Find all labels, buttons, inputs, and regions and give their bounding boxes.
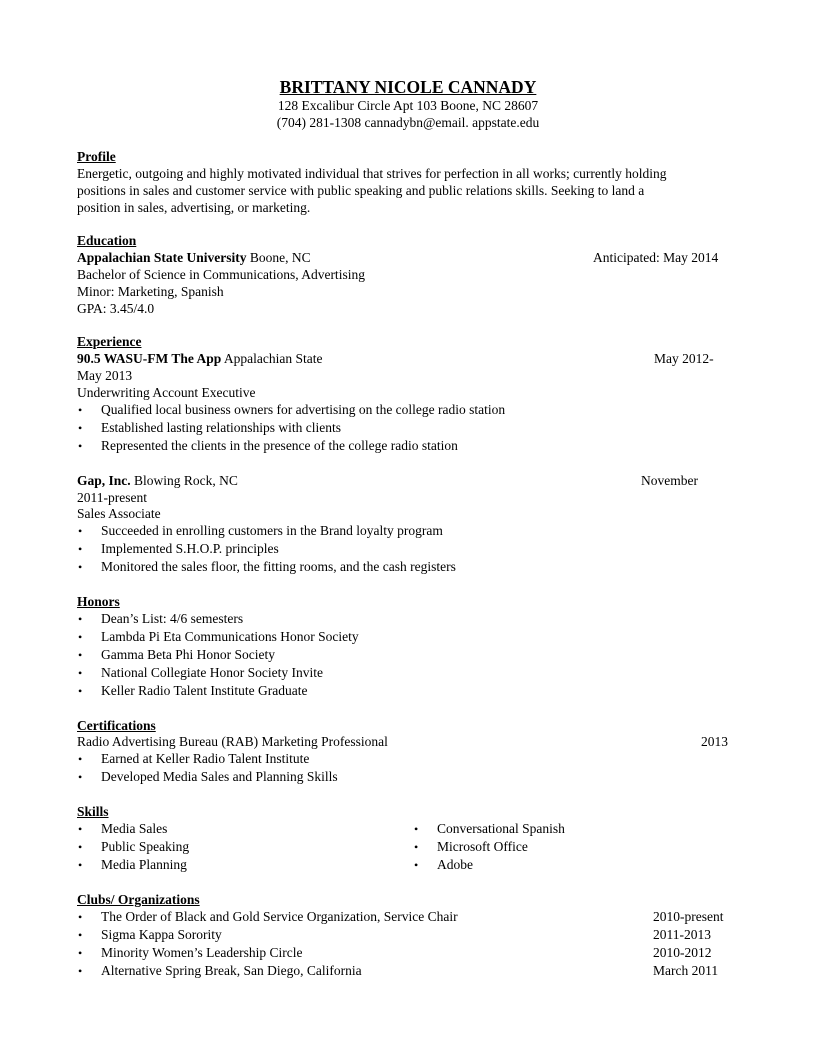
bullet-icon: • <box>78 524 83 538</box>
list-item: • Gamma Beta Phi Honor Society <box>78 647 275 662</box>
list-item: • Media Planning <box>78 857 187 872</box>
bullet-icon: • <box>78 612 83 626</box>
club-date: 2010-2012 <box>653 945 712 960</box>
list-item: • Sigma Kappa Sorority <box>78 927 222 942</box>
list-item: • Lambda Pi Eta Communications Honor Society <box>78 629 359 644</box>
list-item: • National Collegiate Honor Society Invite <box>78 665 323 680</box>
bullet-icon: • <box>78 648 83 662</box>
list-item: • Earned at Keller Radio Talent Institute <box>78 751 310 766</box>
gpa-line: GPA: 3.45/4.0 <box>77 301 155 316</box>
school-name: Appalachian State University <box>77 250 247 265</box>
bullet-icon: • <box>414 858 419 872</box>
profile-heading: Profile <box>77 149 116 164</box>
degree-line: Bachelor of Science in Communications, Advertising <box>77 267 365 282</box>
job-title: Sales Associate <box>77 506 161 521</box>
list-item: • Established lasting relationships with clients <box>78 420 341 435</box>
job-title: Underwriting Account Executive <box>77 385 256 400</box>
bullet-icon: • <box>78 946 83 960</box>
list-item: • Adobe <box>414 857 473 872</box>
list-item: • Represented the clients in the presence of the college radio station <box>78 438 458 453</box>
list-item: • Implemented S.H.O.P. principles <box>78 541 279 556</box>
job-date: November <box>641 473 698 488</box>
school-line <box>77 250 311 266</box>
list-item: • Monitored the sales floor, the fitting rooms, and the cash registers <box>78 559 456 574</box>
experience-heading: Experience <box>77 334 142 349</box>
list-item: • Dean’s List: 4/6 semesters <box>78 611 244 626</box>
bullet-icon: • <box>78 752 83 766</box>
contact-line: (704) 281-1308 cannadybn@email. appstate.edu <box>276 115 540 130</box>
certification-name: Radio Advertising Bureau (RAB) Marketing Professional <box>77 734 388 749</box>
job-location: Blowing Rock, NC <box>130 473 238 488</box>
profile-line: positions in sales and customer service with public speaking and public relations skills. Seeking to land a <box>77 183 645 198</box>
education-heading: Education <box>77 233 137 248</box>
list-item: • Developed Media Sales and Planning Skills <box>78 769 338 784</box>
club-date: 2011-2013 <box>653 927 711 942</box>
list-item: • Keller Radio Talent Institute Graduate <box>78 683 308 698</box>
bullet-icon: • <box>78 910 83 924</box>
certification-year: 2013 <box>701 734 728 749</box>
clubs-heading: Clubs/ Organizations <box>77 892 200 907</box>
job-date-cont: 2011-present <box>77 490 147 505</box>
job-header <box>77 351 323 367</box>
bullet-icon: • <box>78 439 83 453</box>
resume-name: BRITTANY NICOLE CANNADY <box>279 77 537 97</box>
job-org: 90.5 WASU-FM The App <box>77 351 222 366</box>
certifications-heading: Certifications <box>77 718 156 733</box>
education-date: Anticipated: May 2014 <box>593 250 719 265</box>
club-date: March 2011 <box>653 963 719 978</box>
bullet-icon: • <box>78 684 83 698</box>
address-line: 128 Excalibur Circle Apt 103 Boone, NC 28607 <box>277 98 539 113</box>
bullet-icon: • <box>414 822 419 836</box>
bullet-icon: • <box>78 542 83 556</box>
bullet-icon: • <box>78 964 83 978</box>
list-item: • Succeeded in enrolling customers in the Brand loyalty program <box>78 523 443 538</box>
job-header <box>77 473 238 489</box>
bullet-icon: • <box>78 403 83 417</box>
list-item: • Alternative Spring Break, San Diego, California <box>78 963 362 978</box>
bullet-icon: • <box>414 840 419 854</box>
list-item: • Media Sales <box>78 821 168 836</box>
bullet-icon: • <box>78 421 83 435</box>
job-date-cont: May 2013 <box>77 368 133 383</box>
job-date: May 2012- <box>654 351 714 366</box>
list-item: • Public Speaking <box>78 839 190 854</box>
bullet-icon: • <box>78 630 83 644</box>
job-org: Gap, Inc. <box>77 473 131 488</box>
list-item: • The Order of Black and Gold Service Organization, Service Chair <box>78 909 458 924</box>
honors-heading: Honors <box>77 594 120 609</box>
bullet-icon: • <box>78 770 83 784</box>
bullet-icon: • <box>78 560 83 574</box>
profile-line: Energetic, outgoing and highly motivated individual that strives for perfection in all works; currently holding <box>77 166 667 181</box>
bullet-icon: • <box>78 928 83 942</box>
bullet-icon: • <box>78 822 83 836</box>
minor-line: Minor: Marketing, Spanish <box>77 284 224 299</box>
bullet-icon: • <box>78 840 83 854</box>
club-date: 2010-present <box>653 909 724 924</box>
job-location: Appalachian State <box>221 351 323 366</box>
bullet-icon: • <box>78 666 83 680</box>
profile-line: position in sales, advertising, or marketing. <box>77 200 311 215</box>
list-item: • Qualified local business owners for advertising on the college radio station <box>78 402 506 417</box>
list-item: • Microsoft Office <box>414 839 528 854</box>
school-location: Boone, NC <box>246 250 311 265</box>
list-item: • Minority Women’s Leadership Circle <box>78 945 303 960</box>
list-item: • Conversational Spanish <box>414 821 565 836</box>
skills-heading: Skills <box>77 804 109 819</box>
bullet-icon: • <box>78 858 83 872</box>
